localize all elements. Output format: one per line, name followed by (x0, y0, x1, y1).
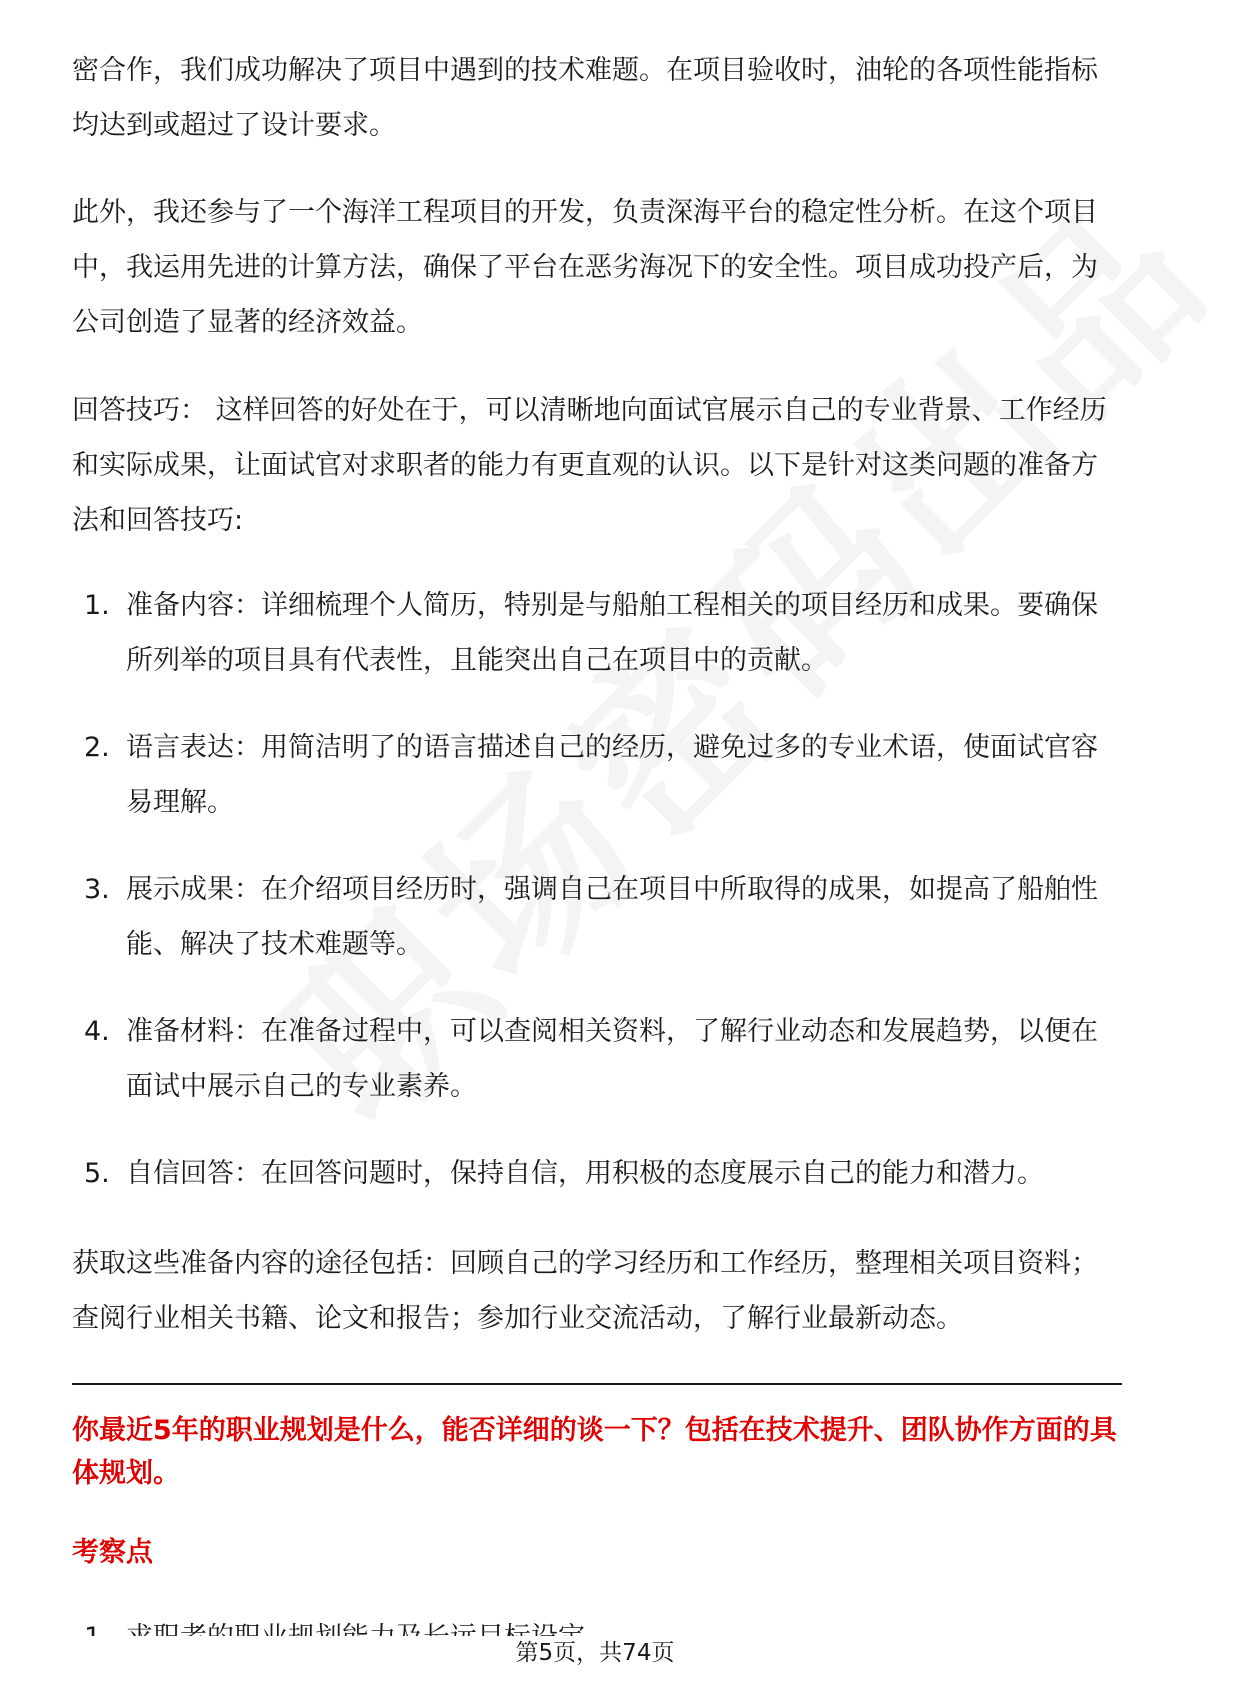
list-item-text: 准备内容：详细梳理个人简历，特别是与船舶工程相关的项目经历和成果。要确保所列举的项目具有代表性，且能突出自己在项目中的贡献。 (126, 590, 1098, 676)
list-item-text: 展示成果：在介绍项目经历时，强调自己在项目中所取得的成果，如提高了船舶性能、解决了技术难题等。 (126, 874, 1098, 960)
list-item-number: 3. (84, 874, 110, 905)
list-item-number: 1. (84, 590, 110, 621)
divider (72, 1383, 1122, 1385)
paragraph-answer-tips: 回答技巧： 这样回答的好处在于，可以清晰地向面试官展示自己的专业背景、工作经历和实际成果，让面试官对求职者的能力有更直观的认识。以下是针对这类问题的准备方法和回答技巧: (72, 395, 1107, 536)
list-item-text: 准备材料：在准备过程中，可以查阅相关资料，了解行业动态和发展趋势，以便在面试中展示自己的专业素养。 (126, 1016, 1098, 1102)
paragraph-ocean-project: 此外，我还参与了一个海洋工程项目的开发，负责深海平台的稳定性分析。在这个项目中，我运用先进的计算方法，确保了平台在恶劣海况下的安全性。项目成功投产后，为公司创造了显著的经济效益。 (72, 197, 1098, 338)
list-item-number: 5. (84, 1158, 110, 1189)
list-item-number: 4. (84, 1016, 110, 1047)
page-number-footer: 第5页，共74页 (0, 1636, 1190, 1670)
list-item-text: 自信回答：在回答问题时，保持自信，用积极的态度展示自己的能力和潜力。 (126, 1158, 1044, 1189)
section-title: 考察点 (72, 1537, 153, 1568)
list-item-number: 2. (84, 732, 110, 763)
question-heading: 你最近5年的职业规划是什么，能否详细的谈一下？包括在技术提升、团队协作方面的具体规划。 (72, 1415, 1117, 1489)
list-item-cut-off (72, 1618, 1122, 1634)
list-item-text: 语言表达：用简洁明了的语言描述自己的经历，避免过多的专业术语，使面试官容易理解。 (126, 732, 1098, 818)
paragraph-sources: 获取这些准备内容的途径包括：回顾自己的学习经历和工作经历，整理相关项目资料；查阅行业相关书籍、论文和报告；参加行业交流活动，了解行业最新动态。 (72, 1248, 1098, 1334)
paragraph-project-result: 密合作，我们成功解决了项目中遇到的技术难题。在项目验收时，油轮的各项性能指标均达到或超过了设计要求。 (72, 55, 1098, 141)
